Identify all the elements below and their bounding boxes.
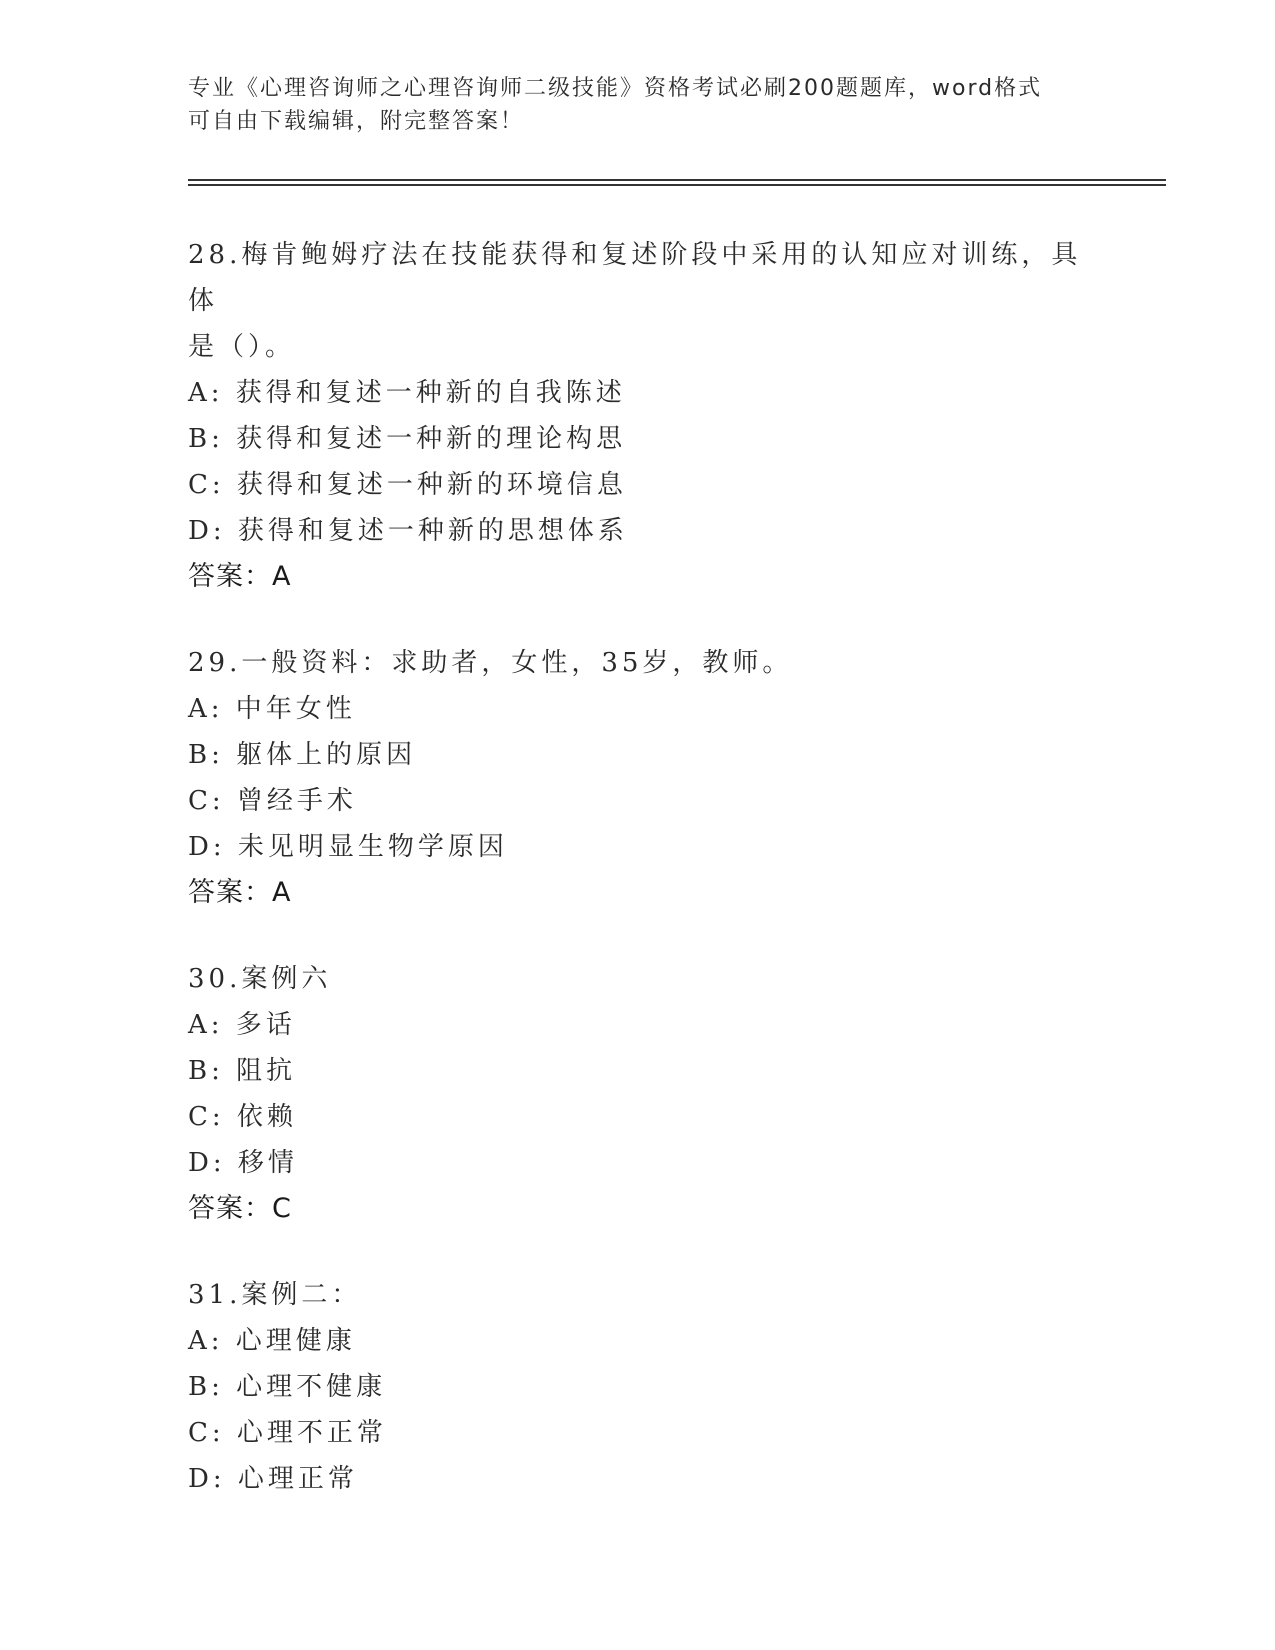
header-divider-top xyxy=(188,179,1166,181)
answer-label: 答案： xyxy=(188,877,272,908)
question-28 xyxy=(188,232,1088,600)
question-list xyxy=(188,232,1088,1542)
question-stem: 31.案例二： xyxy=(188,1280,362,1310)
option-b: B: 阻抗 xyxy=(188,1056,297,1086)
answer-value: A xyxy=(272,877,292,908)
document-header xyxy=(188,72,1088,138)
answer-label: 答案： xyxy=(188,1193,272,1224)
question-30 xyxy=(188,956,1088,1232)
option-a: A: 中年女性 xyxy=(188,694,356,724)
option-c: C: 心理不正常 xyxy=(188,1418,387,1448)
answer-line xyxy=(188,1186,1088,1232)
question-31 xyxy=(188,1272,1088,1502)
question-stem: 30.案例六 xyxy=(188,964,332,994)
option-c: C: 曾经手术 xyxy=(188,786,357,816)
option-d: D: 移情 xyxy=(188,1148,298,1178)
header-divider-bottom xyxy=(188,184,1166,186)
option-a: A: 获得和复述一种新的自我陈述 xyxy=(188,378,626,408)
option-a: A: 心理健康 xyxy=(188,1326,356,1356)
answer-value: A xyxy=(272,561,292,592)
option-c: C: 依赖 xyxy=(188,1102,297,1132)
option-b: B: 获得和复述一种新的理论构思 xyxy=(188,424,627,454)
question-stem-line-1: 28.梅肯鲍姆疗法在技能获得和复述阶段中采用的认知应对训练，具体 xyxy=(188,240,1082,316)
header-line-2: 可自由下载编辑，附完整答案！ xyxy=(188,109,525,134)
header-line-1: 专业《心理咨询师之心理咨询师二级技能》资格考试必刷200题题库，word格式 xyxy=(188,76,1043,101)
question-29 xyxy=(188,640,1088,916)
answer-line xyxy=(188,870,1088,916)
question-stem xyxy=(188,232,1088,370)
option-c: C: 获得和复述一种新的环境信息 xyxy=(188,470,627,500)
answer-line xyxy=(188,554,1088,600)
option-b: B: 躯体上的原因 xyxy=(188,740,417,770)
option-a: A: 多话 xyxy=(188,1010,296,1040)
option-d: D: 心理正常 xyxy=(188,1464,358,1494)
question-stem: 29.一般资料：求助者，女性，35岁，教师。 xyxy=(188,648,793,678)
question-stem-line-2: 是（）。 xyxy=(188,332,296,362)
option-d: D: 获得和复述一种新的思想体系 xyxy=(188,516,628,546)
answer-label: 答案： xyxy=(188,561,272,592)
answer-value: C xyxy=(272,1193,292,1224)
option-d: D: 未见明显生物学原因 xyxy=(188,832,508,862)
option-b: B: 心理不健康 xyxy=(188,1372,387,1402)
